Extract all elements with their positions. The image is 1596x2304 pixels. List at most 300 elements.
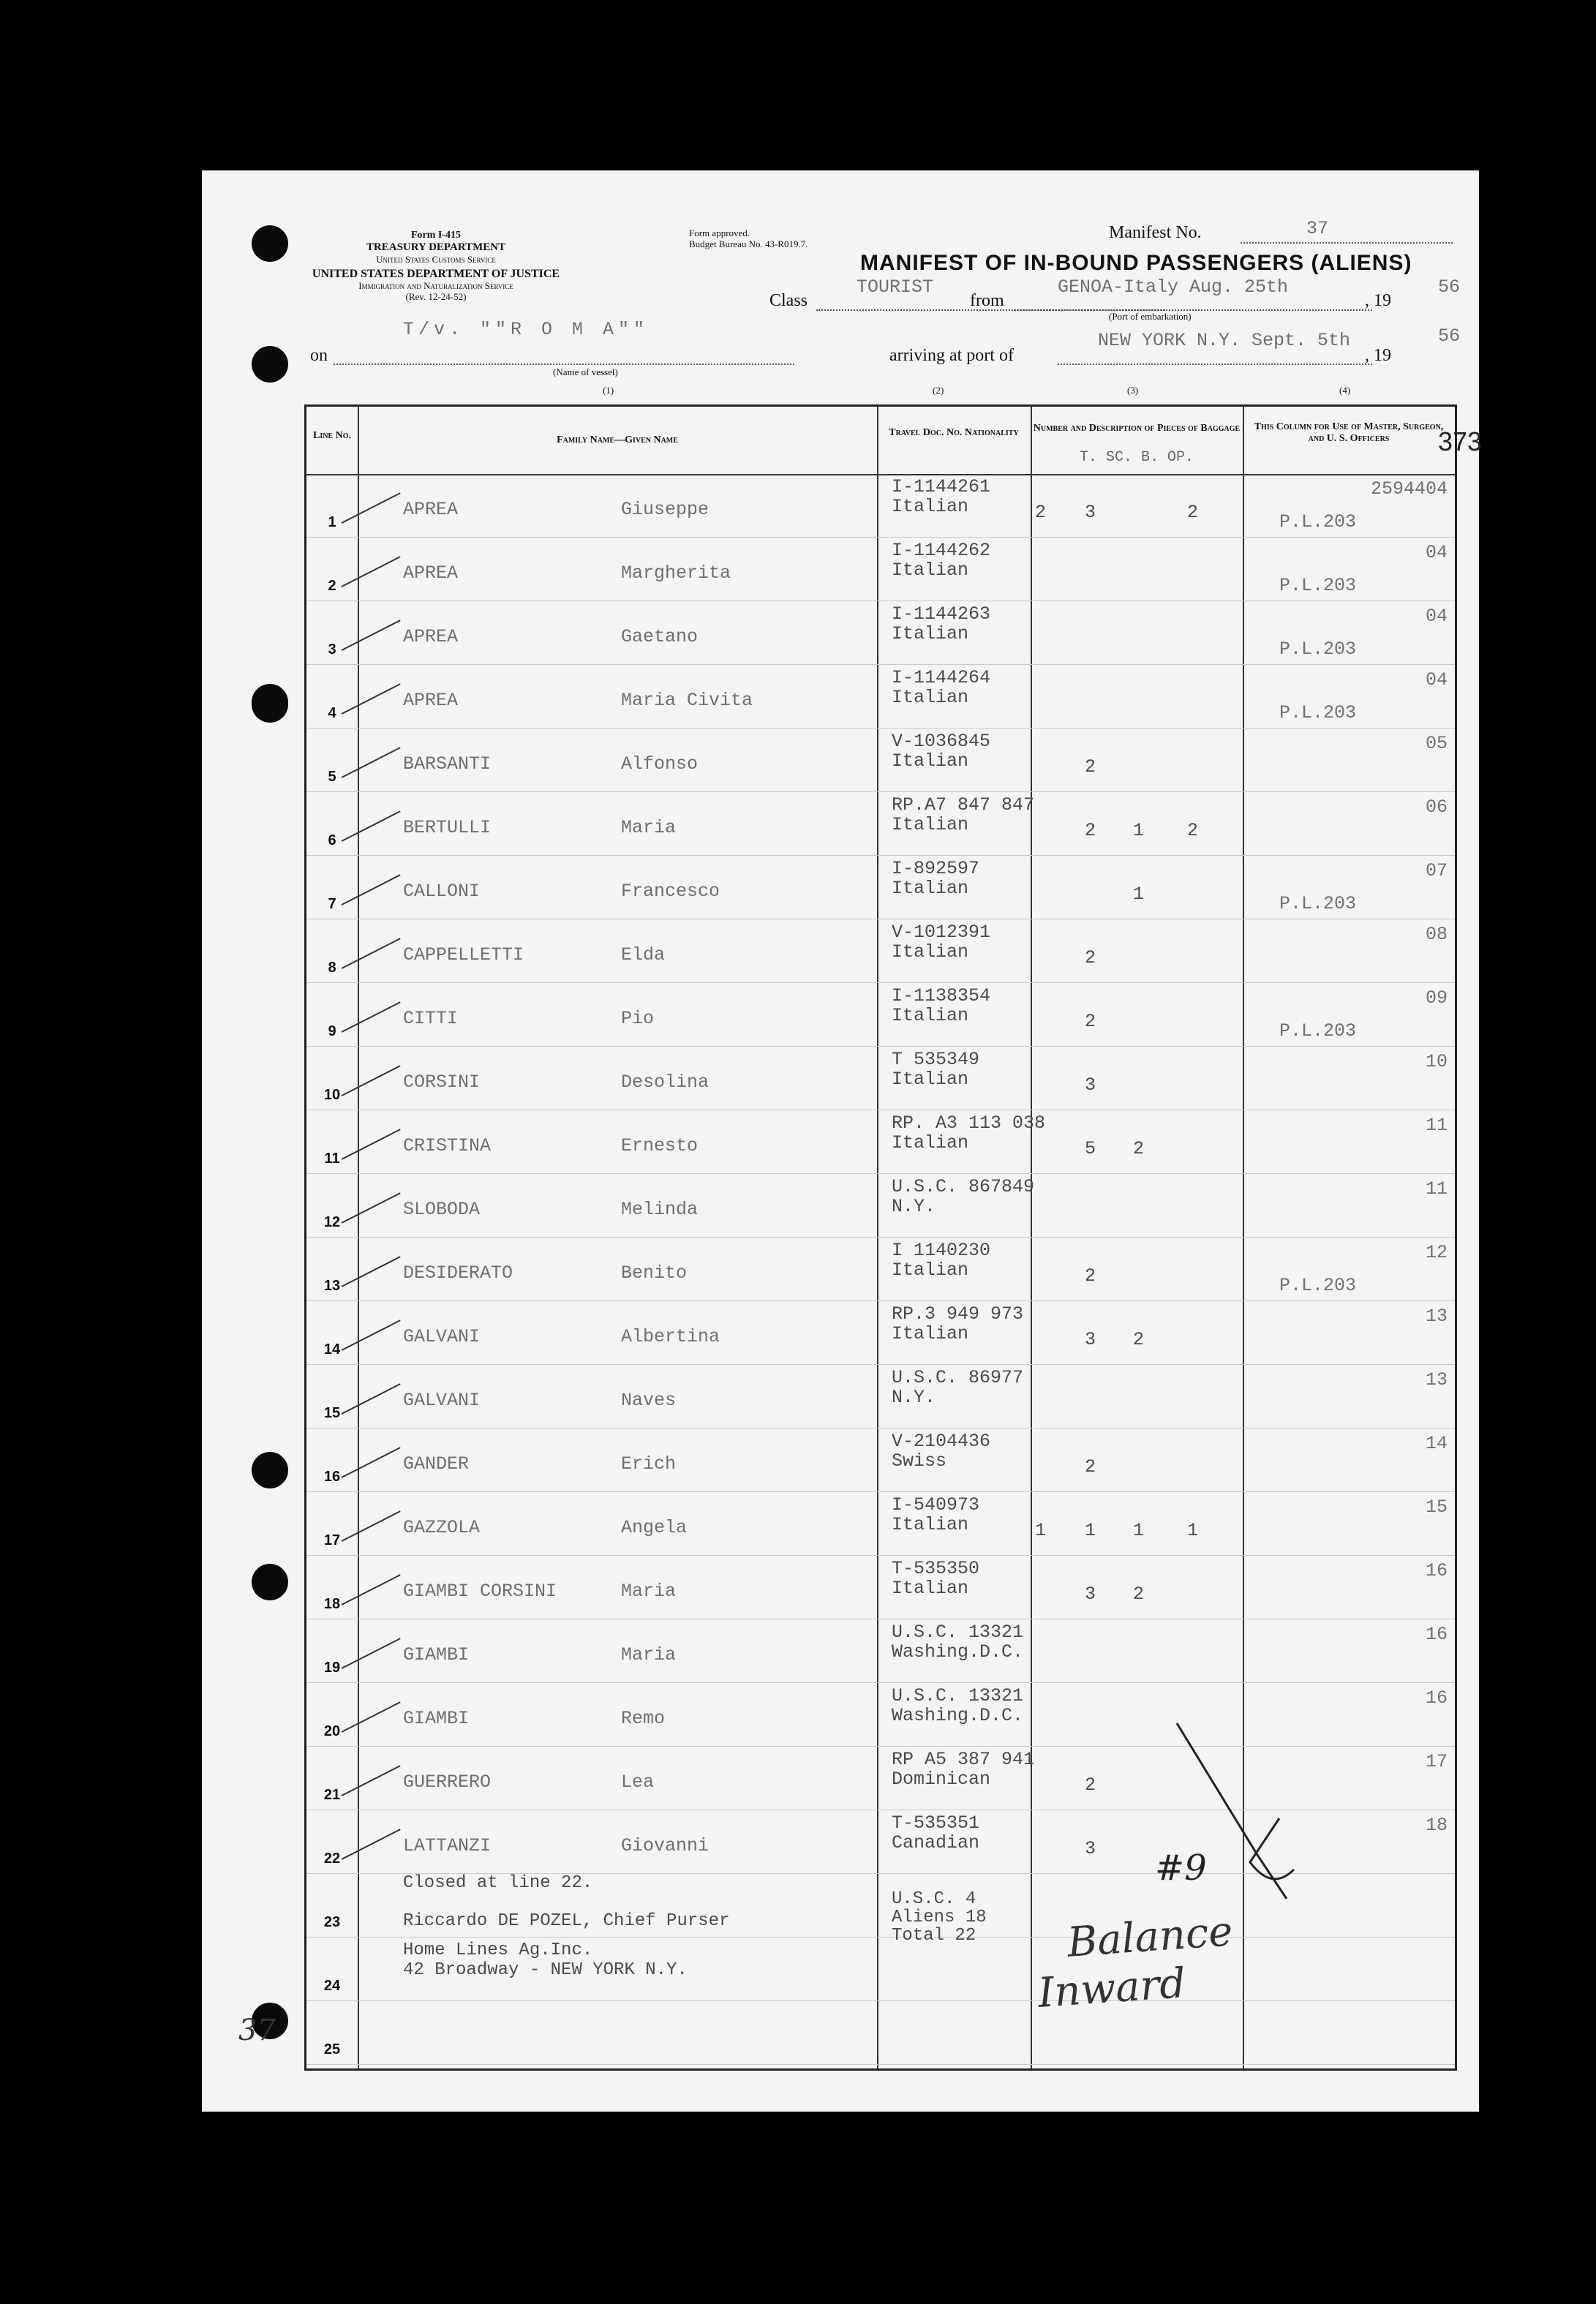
officer-code: 08 — [1425, 924, 1448, 945]
officer-code: 13 — [1425, 1369, 1448, 1390]
year-value-2: 56 — [1438, 325, 1461, 347]
col-num-1: (1) — [603, 385, 614, 396]
given-name: Maria — [621, 1581, 677, 1602]
officer-code: 17 — [1425, 1751, 1448, 1772]
table-row — [306, 1557, 1455, 1619]
officer-cell — [1279, 733, 1448, 791]
officer-cell — [1279, 669, 1448, 728]
address-line: 42 Broadway - NEW YORK N.Y. — [403, 1960, 688, 1980]
officer-code: 15 — [1425, 1497, 1448, 1518]
nationality: Italian — [892, 878, 969, 899]
check-tick — [342, 683, 401, 715]
travel-doc-number: V-2104436 — [892, 1431, 991, 1452]
officer-code: 07 — [1425, 860, 1448, 881]
baggage-op: 1 — [1187, 1520, 1199, 1541]
baggage-b: 1 — [1133, 1520, 1145, 1541]
travel-doc-number: I-1138354 — [892, 985, 991, 1006]
family-name: APREA — [403, 562, 459, 584]
given-name: Albertina — [621, 1326, 720, 1347]
year-value-1: 56 — [1438, 276, 1461, 298]
family-name: BARSANTI — [403, 753, 492, 775]
baggage-sc: 1 — [1085, 1520, 1096, 1541]
baggage-sc: 2 — [1085, 820, 1096, 841]
officer-cell — [1279, 1369, 1448, 1428]
table-row — [306, 475, 1455, 538]
from-value: GENOA-Italy Aug. 25th — [1058, 276, 1289, 298]
line-number: 6 — [328, 832, 336, 848]
family-name: GAZZOLA — [403, 1517, 481, 1538]
given-name: Erich — [621, 1453, 677, 1475]
punch-hole — [252, 684, 288, 720]
travel-doc-number: U.S.C. 86977 — [892, 1367, 1024, 1388]
year-prefix-1: , 19 — [1365, 291, 1391, 310]
given-name: Naves — [621, 1390, 677, 1411]
travel-doc-cell — [892, 1050, 979, 1089]
treasury-dept: TREASURY DEPARTMENT — [366, 241, 506, 253]
family-name: BERTULLI — [403, 817, 492, 838]
travel-doc-number: U.S.C. 13321 — [892, 1685, 1024, 1706]
manifest-no-value: 37 — [1306, 218, 1329, 239]
class-value: TOURIST — [857, 276, 934, 298]
travel-doc-cell — [892, 541, 990, 580]
check-tick — [342, 1510, 401, 1542]
travel-doc-cell — [892, 1750, 1034, 1789]
officer-code: 16 — [1425, 1560, 1448, 1581]
baggage-op: 2 — [1187, 820, 1199, 841]
punch-hole — [252, 1564, 288, 1600]
baggage-sc: 2 — [1085, 1774, 1096, 1796]
page-title: MANIFEST OF IN-BOUND PASSENGERS (ALIENS) — [860, 251, 1412, 275]
passenger-table — [304, 404, 1457, 2071]
travel-doc-number: I 1140230 — [892, 1240, 991, 1261]
revision-date: (Rev. 12-24-52) — [405, 291, 467, 302]
line-number: 16 — [323, 1469, 341, 1485]
officer-code: 11 — [1425, 1115, 1448, 1136]
line-number: 2 — [328, 578, 336, 594]
check-tick — [342, 1574, 401, 1605]
line-number: 5 — [328, 769, 336, 785]
given-name: Alfonso — [621, 753, 699, 775]
check-tick — [342, 1638, 401, 1669]
nationality: Italian — [892, 1260, 969, 1281]
officer-cell — [1279, 1242, 1448, 1300]
officer-code: 06 — [1425, 797, 1448, 818]
table-row — [306, 2003, 1455, 2065]
check-tick — [342, 1065, 401, 1096]
vessel-caption: (Name of vessel) — [553, 366, 618, 377]
nationality: Italian — [892, 814, 969, 835]
given-name: Giuseppe — [621, 499, 709, 520]
officer-pl: P.L.203 — [1279, 511, 1357, 532]
officer-cell — [1279, 924, 1448, 982]
family-name: GANDER — [403, 1453, 470, 1475]
baggage-b: 2 — [1133, 1584, 1145, 1605]
family-name: CALLONI — [403, 881, 481, 902]
closed-line: Closed at line 22. — [403, 1873, 593, 1893]
officer-cell — [1279, 1433, 1448, 1491]
nationality: Italian — [892, 941, 969, 963]
table-row — [306, 666, 1455, 729]
officer-code: 12 — [1425, 1242, 1448, 1263]
from-label: from — [970, 291, 1004, 310]
form-number: Form I-415 — [410, 230, 462, 241]
check-tick — [342, 1001, 401, 1033]
travel-doc-cell — [892, 1686, 1023, 1725]
table-row — [306, 1048, 1455, 1110]
nationality: Italian — [892, 1005, 969, 1026]
nationality: Italian — [892, 496, 969, 517]
travel-doc-cell — [892, 1813, 979, 1853]
travel-doc-number: I-1144262 — [892, 540, 991, 561]
check-tick — [342, 1829, 401, 1860]
given-name: Ernesto — [621, 1135, 699, 1156]
officer-pl: P.L.203 — [1279, 575, 1357, 596]
line-number: 7 — [328, 896, 336, 912]
travel-doc-cell — [892, 1177, 1034, 1216]
travel-doc-number: U.S.C. 13321 — [892, 1622, 1024, 1643]
line-number: 14 — [323, 1341, 341, 1358]
travel-doc-cell — [892, 1304, 1023, 1344]
nationality: Italian — [892, 623, 969, 644]
baggage-sc: 3 — [1085, 1584, 1096, 1605]
nationality: Italian — [892, 750, 969, 772]
baggage-sc: 3 — [1085, 1329, 1096, 1350]
travel-doc-number: RP.A7 847 847 — [892, 794, 1035, 816]
line-number: 12 — [323, 1214, 341, 1230]
officer-code: 16 — [1425, 1687, 1448, 1709]
travel-doc-cell — [892, 1368, 1023, 1407]
travel-doc-cell — [892, 795, 1034, 835]
col-num-4: (4) — [1339, 385, 1351, 396]
line-number: 21 — [323, 1787, 341, 1803]
table-row — [306, 1430, 1455, 1492]
travel-doc-cell — [892, 1495, 979, 1535]
col-header-baggage: Number and Description of Pieces of Baggage — [1033, 423, 1241, 434]
travel-doc-cell — [892, 668, 990, 707]
family-name: GALVANI — [403, 1326, 481, 1347]
margin-note: 37 — [238, 2014, 276, 2047]
nationality: N.Y. — [892, 1196, 936, 1217]
given-name: Angela — [621, 1517, 688, 1538]
officer-code: 09 — [1425, 987, 1448, 1009]
baggage-sc: 3 — [1085, 1838, 1096, 1859]
line-number: 17 — [323, 1532, 341, 1548]
manifest-no-label: Manifest No. — [1109, 223, 1202, 242]
travel-doc-number: RP.3 949 973 — [892, 1303, 1024, 1325]
line-number: 3 — [328, 641, 336, 658]
officer-code: 18 — [1425, 1815, 1448, 1836]
check-tick — [342, 1256, 401, 1287]
family-name: CITTI — [403, 1008, 459, 1029]
baggage-sc: 2 — [1085, 756, 1096, 778]
officer-cell — [1279, 1306, 1448, 1364]
travel-doc-cell — [892, 731, 990, 771]
travel-doc-cell — [892, 922, 990, 962]
travel-doc-number: I-1144261 — [892, 476, 991, 497]
family-name: APREA — [403, 499, 459, 520]
nationality: Dominican — [892, 1769, 991, 1790]
baggage-b: 2 — [1133, 1138, 1145, 1159]
travel-doc-number: I-540973 — [892, 1494, 980, 1516]
handwritten-mark: #9 — [1155, 1848, 1207, 1889]
check-tick — [342, 620, 401, 651]
line-number: 20 — [323, 1723, 341, 1739]
baggage-sc: 2 — [1085, 1265, 1096, 1287]
table-row — [306, 1303, 1455, 1365]
line-number: 8 — [328, 960, 336, 976]
table-row — [306, 730, 1455, 792]
line-number: 13 — [323, 1278, 341, 1294]
line-number: 18 — [323, 1596, 341, 1612]
family-name: APREA — [403, 690, 459, 711]
line-number: 23 — [323, 1914, 341, 1930]
travel-doc-cell — [892, 859, 979, 898]
check-tick — [342, 1383, 401, 1415]
officer-code: 13 — [1425, 1306, 1448, 1327]
col-header-officers: This Column for Use of Master, Surgeon, and U. S. Officers — [1254, 421, 1444, 444]
given-name: Pio — [621, 1008, 655, 1029]
travel-doc-cell — [892, 477, 990, 516]
table-row — [306, 1494, 1455, 1556]
total-usc: U.S.C. 4 — [892, 1889, 976, 1909]
agent-line: Home Lines Ag.Inc. — [403, 1940, 593, 1960]
family-name: GALVANI — [403, 1390, 481, 1411]
check-tick — [342, 810, 401, 842]
form-agency-block — [304, 229, 568, 302]
punch-hole — [252, 225, 288, 262]
officer-cell — [1279, 1560, 1448, 1619]
officer-cell — [1279, 1624, 1448, 1682]
table-row — [306, 603, 1455, 665]
officer-cell — [1279, 1178, 1448, 1237]
arriving-label: arriving at port of — [889, 346, 1014, 365]
officer-code: 10 — [1425, 1051, 1448, 1072]
officer-pl: P.L.203 — [1279, 1275, 1357, 1296]
travel-doc-number: I-1144264 — [892, 667, 991, 688]
family-name: APREA — [403, 626, 459, 647]
travel-doc-number: I-892597 — [892, 858, 980, 879]
on-label: on — [310, 346, 328, 365]
page-number: 373 — [1438, 426, 1483, 456]
given-name: Giovanni — [621, 1835, 709, 1856]
year-prefix-2: , 19 — [1365, 346, 1391, 365]
total-aliens: Aliens 18 — [892, 1908, 987, 1927]
check-tick — [342, 1701, 401, 1733]
officer-cell — [1279, 478, 1448, 537]
arrival-line — [1058, 364, 1372, 365]
officer-code: 14 — [1425, 1433, 1448, 1454]
budget-bureau-text: Budget Bureau No. 43-R019.7. — [689, 238, 808, 249]
check-tick — [342, 1765, 401, 1796]
baggage-t: 1 — [1035, 1520, 1047, 1541]
line-number: 19 — [323, 1660, 341, 1676]
nationality: Italian — [892, 1323, 969, 1344]
col-header-baggage-codes: T. SC. B. OP. — [1079, 449, 1194, 466]
ins-service: Immigration and Naturalization Service — [358, 280, 513, 291]
nationality: N.Y. — [892, 1387, 936, 1408]
handwritten-stroke — [1170, 1716, 1316, 1906]
nationality: Italian — [892, 687, 969, 708]
col-num-2: (2) — [933, 385, 944, 396]
travel-doc-number: RP. A3 113 038 — [892, 1113, 1046, 1134]
handwritten-inward: Inward — [1036, 1959, 1188, 2017]
officer-cell — [1279, 1942, 1448, 2000]
officer-cell — [1279, 797, 1448, 855]
table-row — [306, 857, 1455, 919]
check-tick — [342, 1129, 401, 1160]
line-number: 10 — [323, 1087, 341, 1103]
nationality: Italian — [892, 560, 969, 581]
table-row — [306, 1175, 1455, 1238]
travel-doc-cell — [892, 986, 990, 1025]
baggage-b: 1 — [1133, 884, 1145, 905]
officer-cell — [1279, 542, 1448, 601]
table-row — [306, 1112, 1455, 1174]
baggage-sc: 5 — [1085, 1138, 1096, 1159]
check-tick — [342, 1192, 401, 1224]
officer-cell — [1279, 1051, 1448, 1110]
officer-cell — [1279, 2006, 1448, 2064]
line-number: 15 — [323, 1405, 341, 1421]
travel-doc-number: I-1144263 — [892, 603, 991, 625]
total-all: Total 22 — [892, 1926, 976, 1946]
port-embarkation-caption: (Port of embarkation) — [1109, 311, 1192, 322]
officer-cell — [1279, 860, 1448, 919]
travel-doc-cell — [892, 1241, 990, 1280]
line-number: 9 — [328, 1023, 336, 1039]
check-tick — [342, 874, 401, 906]
check-tick — [342, 492, 401, 524]
check-tick — [342, 1319, 401, 1351]
family-name: DESIDERATO — [403, 1262, 513, 1284]
family-name: SLOBODA — [403, 1199, 481, 1220]
purser-line: Riccardo DE POZEL, Chief Purser — [403, 1911, 730, 1931]
check-tick — [342, 1447, 401, 1478]
table-row — [306, 539, 1455, 601]
family-name: GUERRERO — [403, 1772, 492, 1793]
given-name: Margherita — [621, 562, 731, 584]
check-tick — [342, 747, 401, 778]
officer-code: 04 — [1425, 606, 1448, 627]
given-name: Remo — [621, 1708, 666, 1729]
given-name: Desolina — [621, 1072, 709, 1093]
baggage-sc: 3 — [1085, 502, 1096, 523]
customs-service: United States Customs Service — [376, 254, 496, 265]
col-num-3: (3) — [1127, 385, 1139, 396]
col-header-travel-doc: Travel Doc. No. Nationality — [889, 427, 1019, 438]
table-row — [306, 1239, 1455, 1301]
justice-dept: UNITED STATES DEPARTMENT OF JUSTICE — [312, 268, 560, 280]
vessel-name: T/v. ""R O M A"" — [403, 319, 650, 340]
family-name: CRISTINA — [403, 1135, 492, 1156]
officer-code: 04 — [1425, 669, 1448, 690]
given-name: Melinda — [621, 1199, 699, 1220]
table-row — [306, 794, 1455, 856]
nationality: Italian — [892, 1578, 969, 1599]
travel-doc-cell — [892, 1559, 979, 1598]
given-name: Benito — [621, 1262, 688, 1284]
nationality: Canadian — [892, 1832, 980, 1853]
baggage-b: 2 — [1133, 1329, 1145, 1350]
manifest-no-line — [1241, 242, 1453, 244]
col-header-name: Family Name—Given Name — [557, 434, 678, 445]
baggage-b: 1 — [1133, 820, 1145, 841]
given-name: Maria — [621, 817, 677, 838]
table-row — [306, 985, 1455, 1047]
nationality: Italian — [892, 1069, 969, 1090]
baggage-sc: 3 — [1085, 1074, 1096, 1096]
vessel-line — [334, 364, 794, 365]
nationality: Swiss — [892, 1450, 947, 1472]
given-name: Elda — [621, 944, 666, 965]
line-number: 1 — [328, 514, 336, 530]
officer-pl: P.L.203 — [1279, 893, 1357, 914]
family-name: GIAMBI — [403, 1644, 470, 1665]
officer-cell — [1279, 987, 1448, 1046]
travel-doc-number: V-1012391 — [892, 922, 991, 943]
officer-code: 05 — [1425, 733, 1448, 754]
travel-doc-number: U.S.C. 867849 — [892, 1176, 1035, 1197]
given-name: Lea — [621, 1772, 655, 1793]
baggage-sc: 2 — [1085, 947, 1096, 968]
col-header-line-no: Line No. — [312, 430, 351, 441]
officer-pl: P.L.203 — [1279, 639, 1357, 660]
travel-doc-number: RP A5 387 941 — [892, 1749, 1035, 1770]
given-name: Maria Civita — [621, 690, 753, 711]
line-number: 25 — [323, 2041, 341, 2058]
nationality: Italian — [892, 1514, 969, 1535]
officer-pl: P.L.203 — [1279, 702, 1357, 723]
given-name: Maria — [621, 1644, 677, 1665]
officer-pl: P.L.203 — [1279, 1020, 1357, 1042]
officer-code: 11 — [1425, 1178, 1448, 1200]
manifest-page — [202, 170, 1483, 2112]
form-approval — [689, 227, 808, 249]
given-name: Francesco — [621, 881, 720, 902]
line-number: 11 — [324, 1151, 340, 1167]
family-name: CAPPELLETTI — [403, 944, 524, 965]
line-number: 24 — [323, 1978, 341, 1994]
officer-cell — [1279, 1497, 1448, 1555]
given-name: Gaetano — [621, 626, 699, 647]
family-name: GIAMBI CORSINI — [403, 1581, 557, 1602]
table-row — [306, 1366, 1455, 1428]
officer-cell — [1279, 606, 1448, 664]
class-label: Class — [769, 291, 808, 310]
officer-code: 16 — [1425, 1624, 1448, 1645]
travel-doc-cell — [892, 604, 990, 644]
travel-doc-number: T-535350 — [892, 1558, 980, 1579]
check-tick — [342, 556, 401, 587]
family-name: LATTANZI — [403, 1835, 492, 1856]
baggage-t: 2 — [1035, 502, 1047, 523]
table-row — [306, 921, 1455, 983]
officer-code: 04 — [1425, 542, 1448, 563]
officer-code: 2594404 — [1370, 478, 1448, 500]
check-tick — [342, 938, 401, 969]
travel-doc-number: V-1036845 — [892, 731, 991, 752]
travel-doc-cell — [892, 1431, 990, 1471]
family-name: GIAMBI — [403, 1708, 470, 1729]
baggage-op: 2 — [1187, 502, 1199, 523]
arrival-value: NEW YORK N.Y. Sept. 5th — [1098, 330, 1351, 351]
baggage-sc: 2 — [1085, 1011, 1096, 1032]
line-number: 4 — [328, 705, 336, 721]
from-line — [1014, 309, 1372, 311]
family-name: CORSINI — [403, 1072, 481, 1093]
punch-hole — [252, 1452, 288, 1488]
travel-doc-number: T 535349 — [892, 1049, 980, 1070]
